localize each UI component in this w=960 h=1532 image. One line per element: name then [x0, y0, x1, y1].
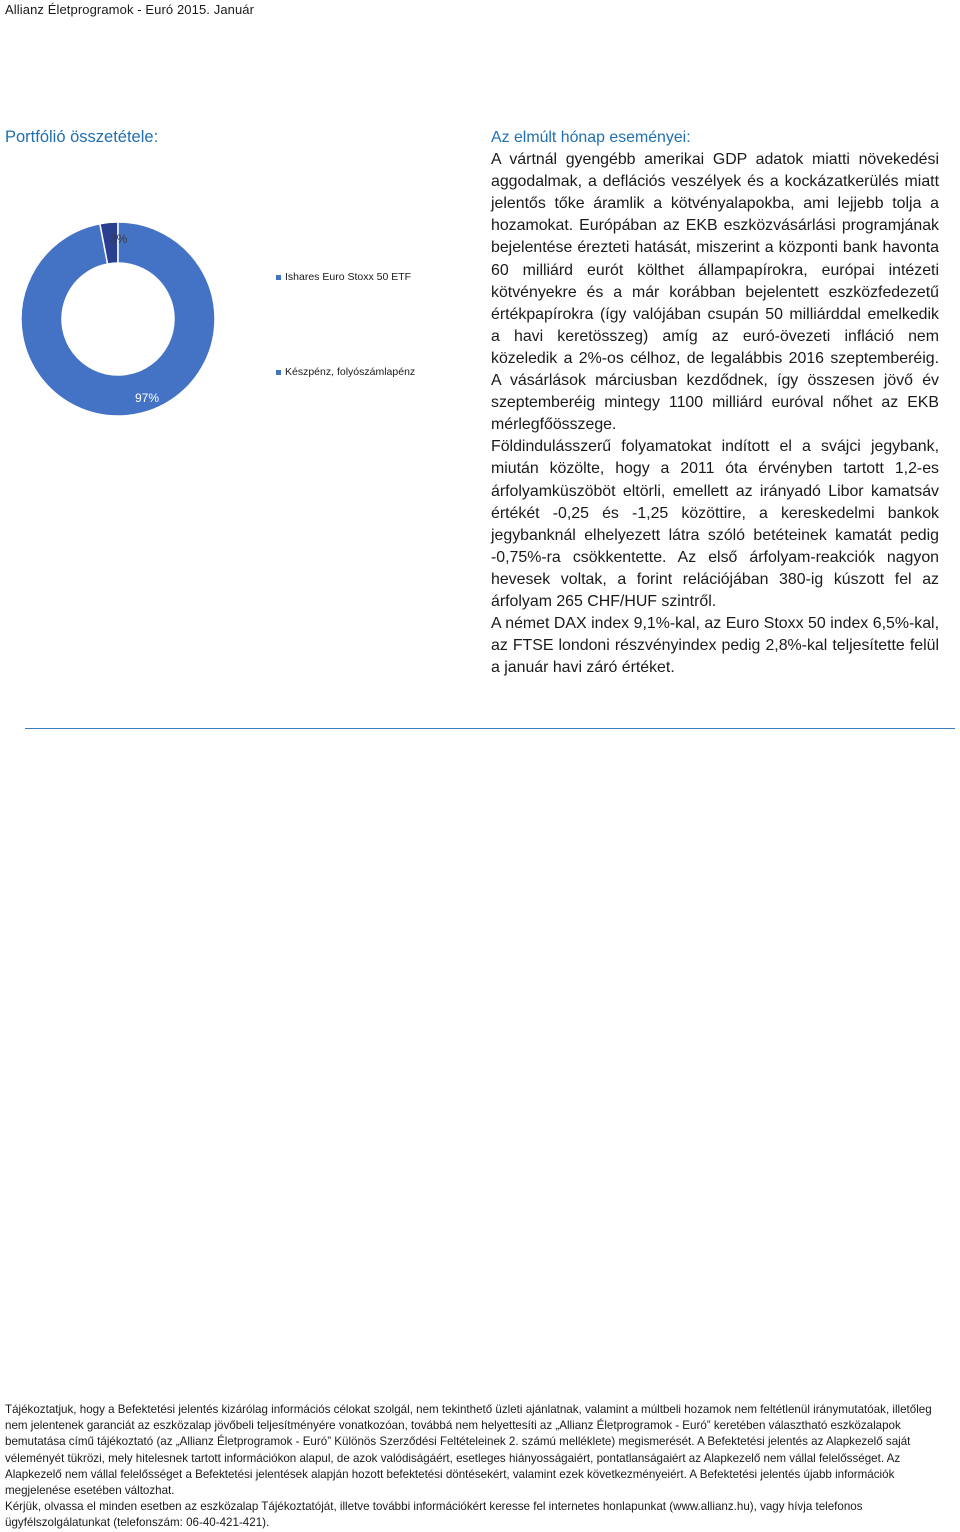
disclaimer-footer	[5, 1402, 945, 1532]
portfolio-donut-chart	[10, 205, 430, 435]
document-header: Allianz Életprogramok - Euró 2015. Január	[5, 2, 255, 17]
section-divider	[25, 728, 955, 729]
legend-swatch-etf	[276, 275, 281, 280]
portfolio-title: Portfólió összetétele:	[5, 128, 159, 146]
legend-swatch-cash	[276, 370, 281, 375]
donut-slice-etf	[21, 222, 215, 416]
monthly-events	[491, 127, 939, 679]
events-paragraph-indices: A német DAX index 9,1%-kal, az Euro Stoxx 50 index 6,5%-kal, az FTSE londoni részvényindex pedig 2,8%-kal teljesítette felül a január havi záró értéket.	[491, 615, 939, 677]
slice-label-cash: 3%	[110, 232, 128, 246]
events-title: Az elmúlt hónap eseményei:	[491, 129, 691, 146]
contact-paragraph: Kérjük, olvassa el minden esetben az eszközalap Tájékoztatóját, illetve további információkért keresse fel internetes honlapunkat (www.allianz.hu), vagy hívja telefonos ügyfélszolgálatunkat (telefonszám: 06-40-421-421).	[5, 1500, 863, 1530]
legend-label-etf: Ishares Euro Stoxx 50 ETF	[285, 271, 412, 283]
legend-item-cash	[276, 366, 415, 378]
legend-item-etf	[276, 271, 411, 283]
disclaimer-paragraph: Tájékoztatjuk, hogy a Befektetési jelentés kizárólag információs célokat szolgál, nem tekinthető üzleti ajánlatnak, valamint a múltbeli hozamok nem feltétlenül iránymutatóak, illetőleg nem jelentenek garanciát az eszközalap jövőbeli teljesítményére vonatkozóan, továbbá nem helyettesíti az „Allianz Életprogramok - Euró” keretében választható eszközalapok bemutatása című tájékoztató (az „Allianz Életprogramok - Euró” Különös Szerződési Feltételeinek 2. számú melléklete) megismerését. A Befektetési jelentés az Alapkezelő saját véleményét tükrözi, mely hitelesnek tartott információkon alapul, de azok valódiságáért, esetleges hiányosságaiért, pontatlanságaiért az Alapkezelő nem vállal felelősséget. Az Alapkezelő nem vállal felelősséget a Befektetési jelentések alapján hozott befektetési döntésekért, valamint ezek következményeiért. A Befektetési jelentés újabb információk megjelenése esetében változhat.	[5, 1403, 932, 1498]
events-paragraph-ecb: A vártnál gyengébb amerikai GDP adatok miatti növekedési aggodalmak, a deflációs veszélyek és a kockázatkerülés miatt jelentős tőke áramlik a kötvényalapokba, ami lejjebb tolja a hozamokat. Európában az EKB eszközvásárlási programjának bejelentése érezteti hatását, miszerint a központi bank havonta 60 milliárd eurót költhet állampapírokra, európai intézeti kötvényekre és a már korábban bejelentett eszközfedezetű értékpapírokra (így valójában csupán 50 milliárddal emelkedik a havi keretösszeg) amíg az euró-övezeti infláció nem közeledik a 2%-os célhoz, de legalábbis 2016 szeptemberéig. A vásárlások márciusban kezdődnek, így összesen jövő év szeptemberéig mintegy 1100 milliárd euróval nőhet az EKB mérlegfőösszege.	[491, 151, 939, 434]
legend-label-cash: Készpénz, folyószámlapénz	[285, 366, 416, 378]
events-paragraph-snb: Földindulásszerű folyamatokat indított el a svájci jegybank, miután közölte, hogy a 2011 óta érvényben tartott 1,2-es árfolyamküszöböt eltörli, emellett az irányadó Libor kamatsáv értékét -0,25 és -1,25 közöttire, a kereskedelmi bankok jegybanknál elhelyezett látra szóló betéteinek kamatát pedig -0,75%-ra csökkentette. Az első árfolyam-reakciók nagyon hevesek voltak, a forint relációjában 380-ig kúszott fel az árfolyam 265 CHF/HUF szintről.	[491, 438, 939, 610]
slice-label-etf: 97%	[135, 391, 160, 405]
